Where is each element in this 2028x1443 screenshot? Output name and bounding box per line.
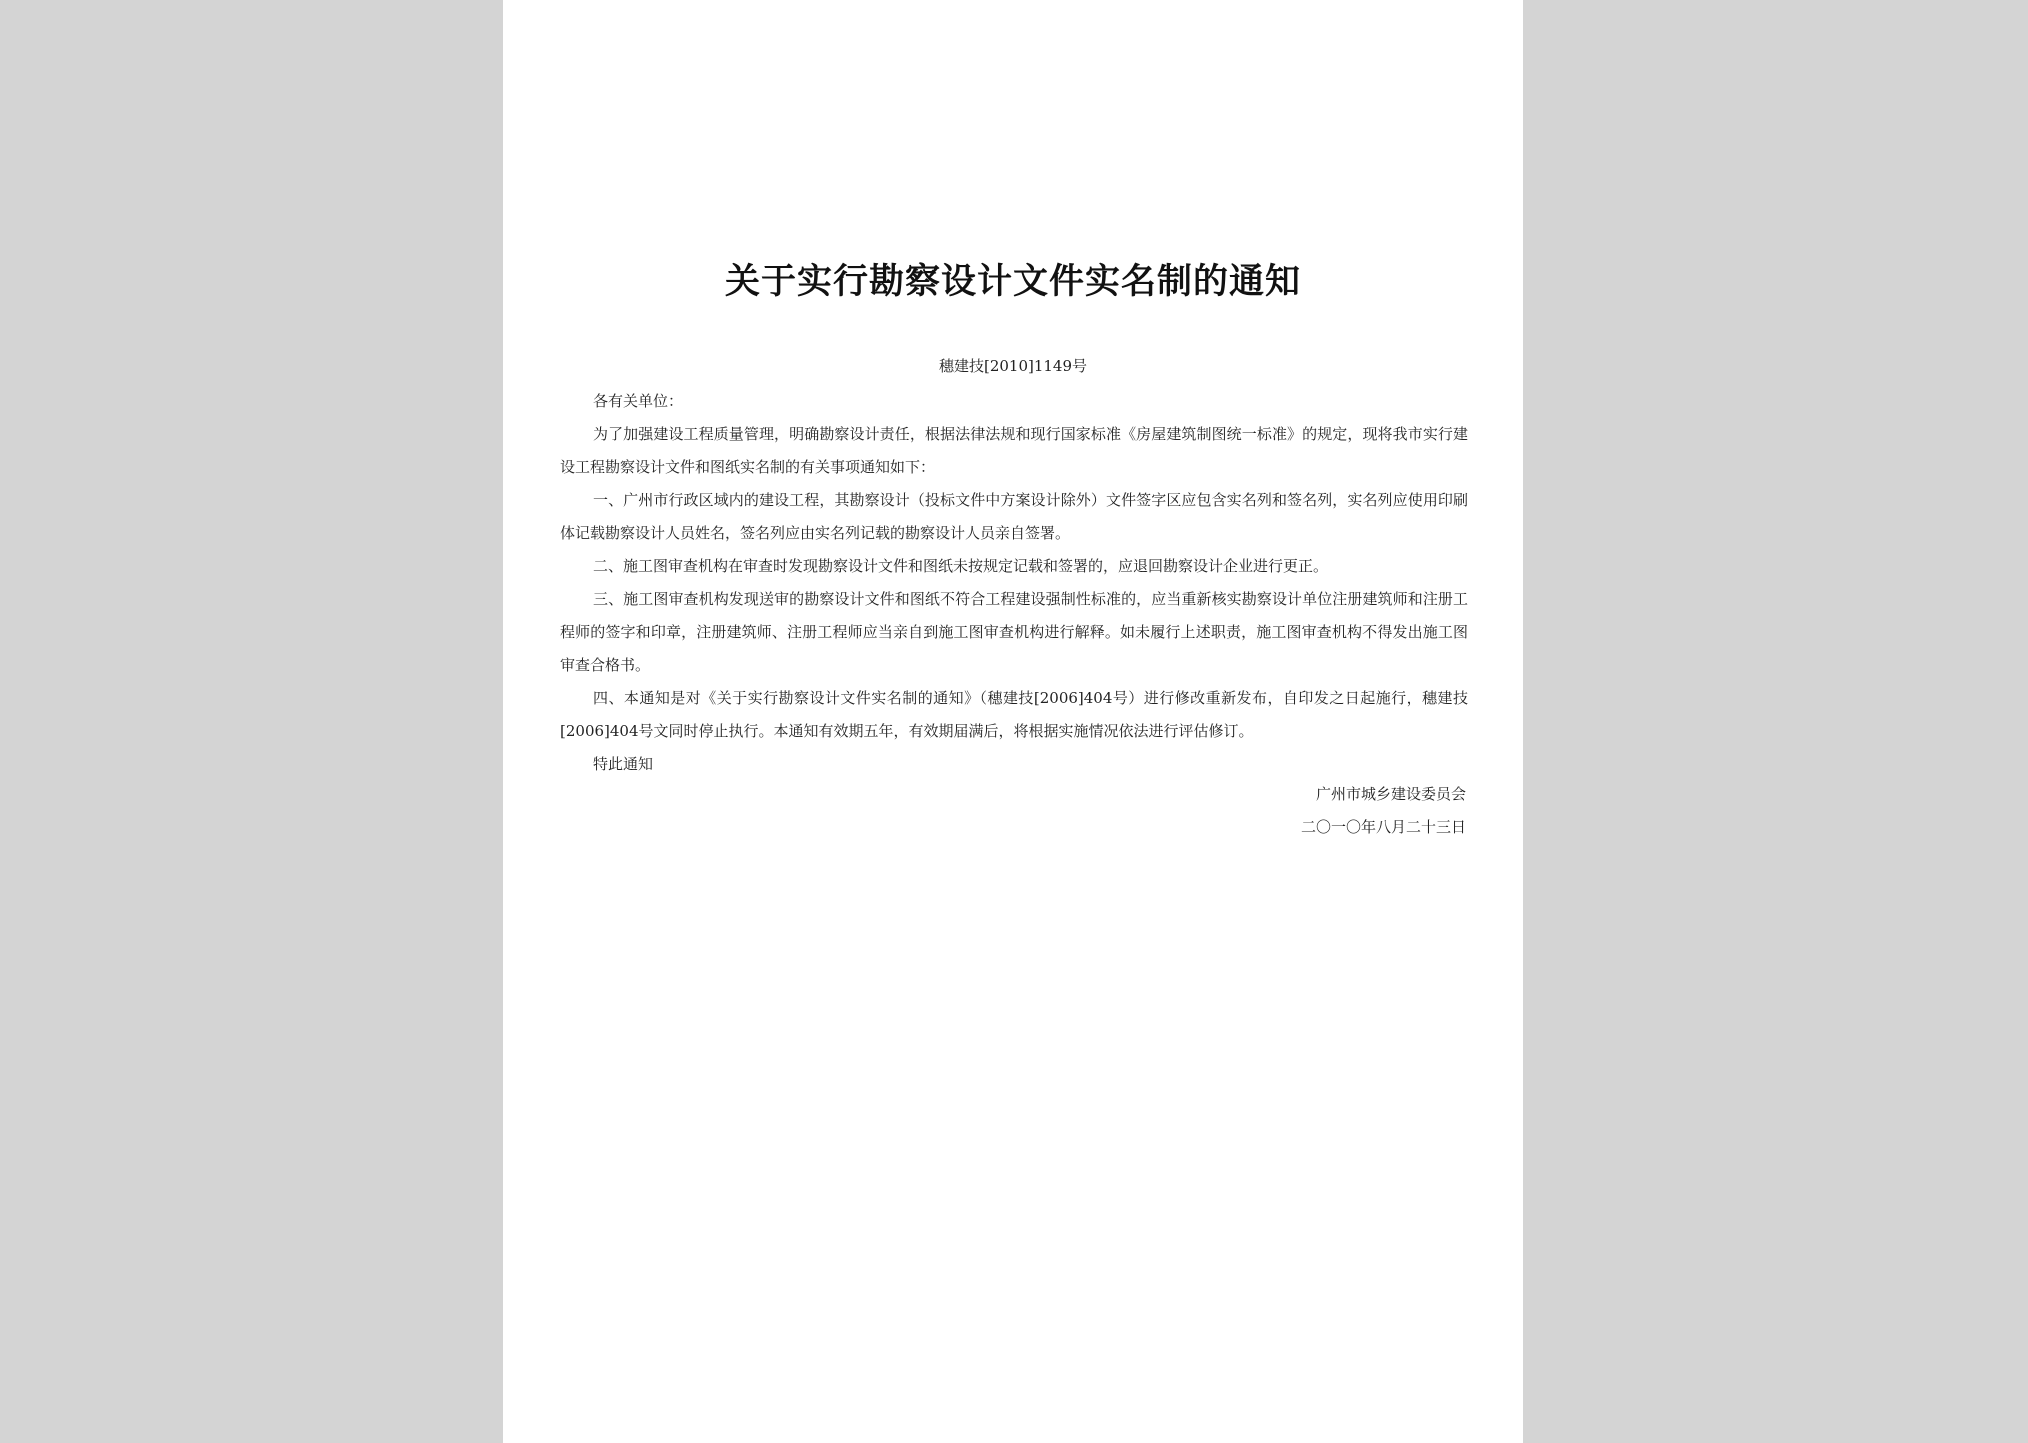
closing-line: 特此通知 [593, 755, 654, 773]
paragraph-item-4: 四、本通知是对《关于实行勘察设计文件实名制的通知》（穗建技[2006]404号）进行修改重新发布，自印发之日起施行，穗建技[2006]404号文同时停止执行。本通知有效期五年，有效期届满后，将根据实施情况依法进行评估修订。 [560, 689, 1468, 740]
signoff-block [1301, 778, 1466, 844]
issue-date: 二〇一〇年八月二十三日 [1300, 818, 1466, 836]
document-body [560, 385, 1468, 781]
document-title: 关于实行勘察设计文件实名制的通知 [724, 261, 1301, 302]
paragraph-item-1: 一、广州市行政区域内的建设工程，其勘察设计（投标文件中方案设计除外）文件签字区应包含实名列和签名列，实名列应使用印刷体记载勘察设计人员姓名，签名列应由实名列记载的勘察设计人员亲自签署。 [560, 491, 1468, 542]
paragraph-intro: 为了加强建设工程质量管理，明确勘察设计责任，根据法律法规和现行国家标准《房屋建筑制图统一标准》的规定，现将我市实行建设工程勘察设计文件和图纸实名制的有关事项通知如下： [560, 425, 1468, 476]
paragraph-item-2: 二、施工图审查机构在审查时发现勘察设计文件和图纸未按规定记载和签署的，应退回勘察设计企业进行更正。 [593, 557, 1329, 575]
paragraph-item-3: 三、施工图审查机构发现送审的勘察设计文件和图纸不符合工程建设强制性标准的，应当重新核实勘察设计单位注册建筑师和注册工程师的签字和印章，注册建筑师、注册工程师应当亲自到施工图审查机构进行解释。如未履行上述职责，施工图审查机构不得发出施工图审查合格书。 [560, 590, 1468, 674]
document-page [503, 0, 1523, 1443]
salutation: 各有关单位： [593, 392, 684, 410]
issuer-name: 广州市城乡建设委员会 [1315, 785, 1466, 803]
document-number: 穗建技[2010]1149号 [938, 357, 1088, 375]
